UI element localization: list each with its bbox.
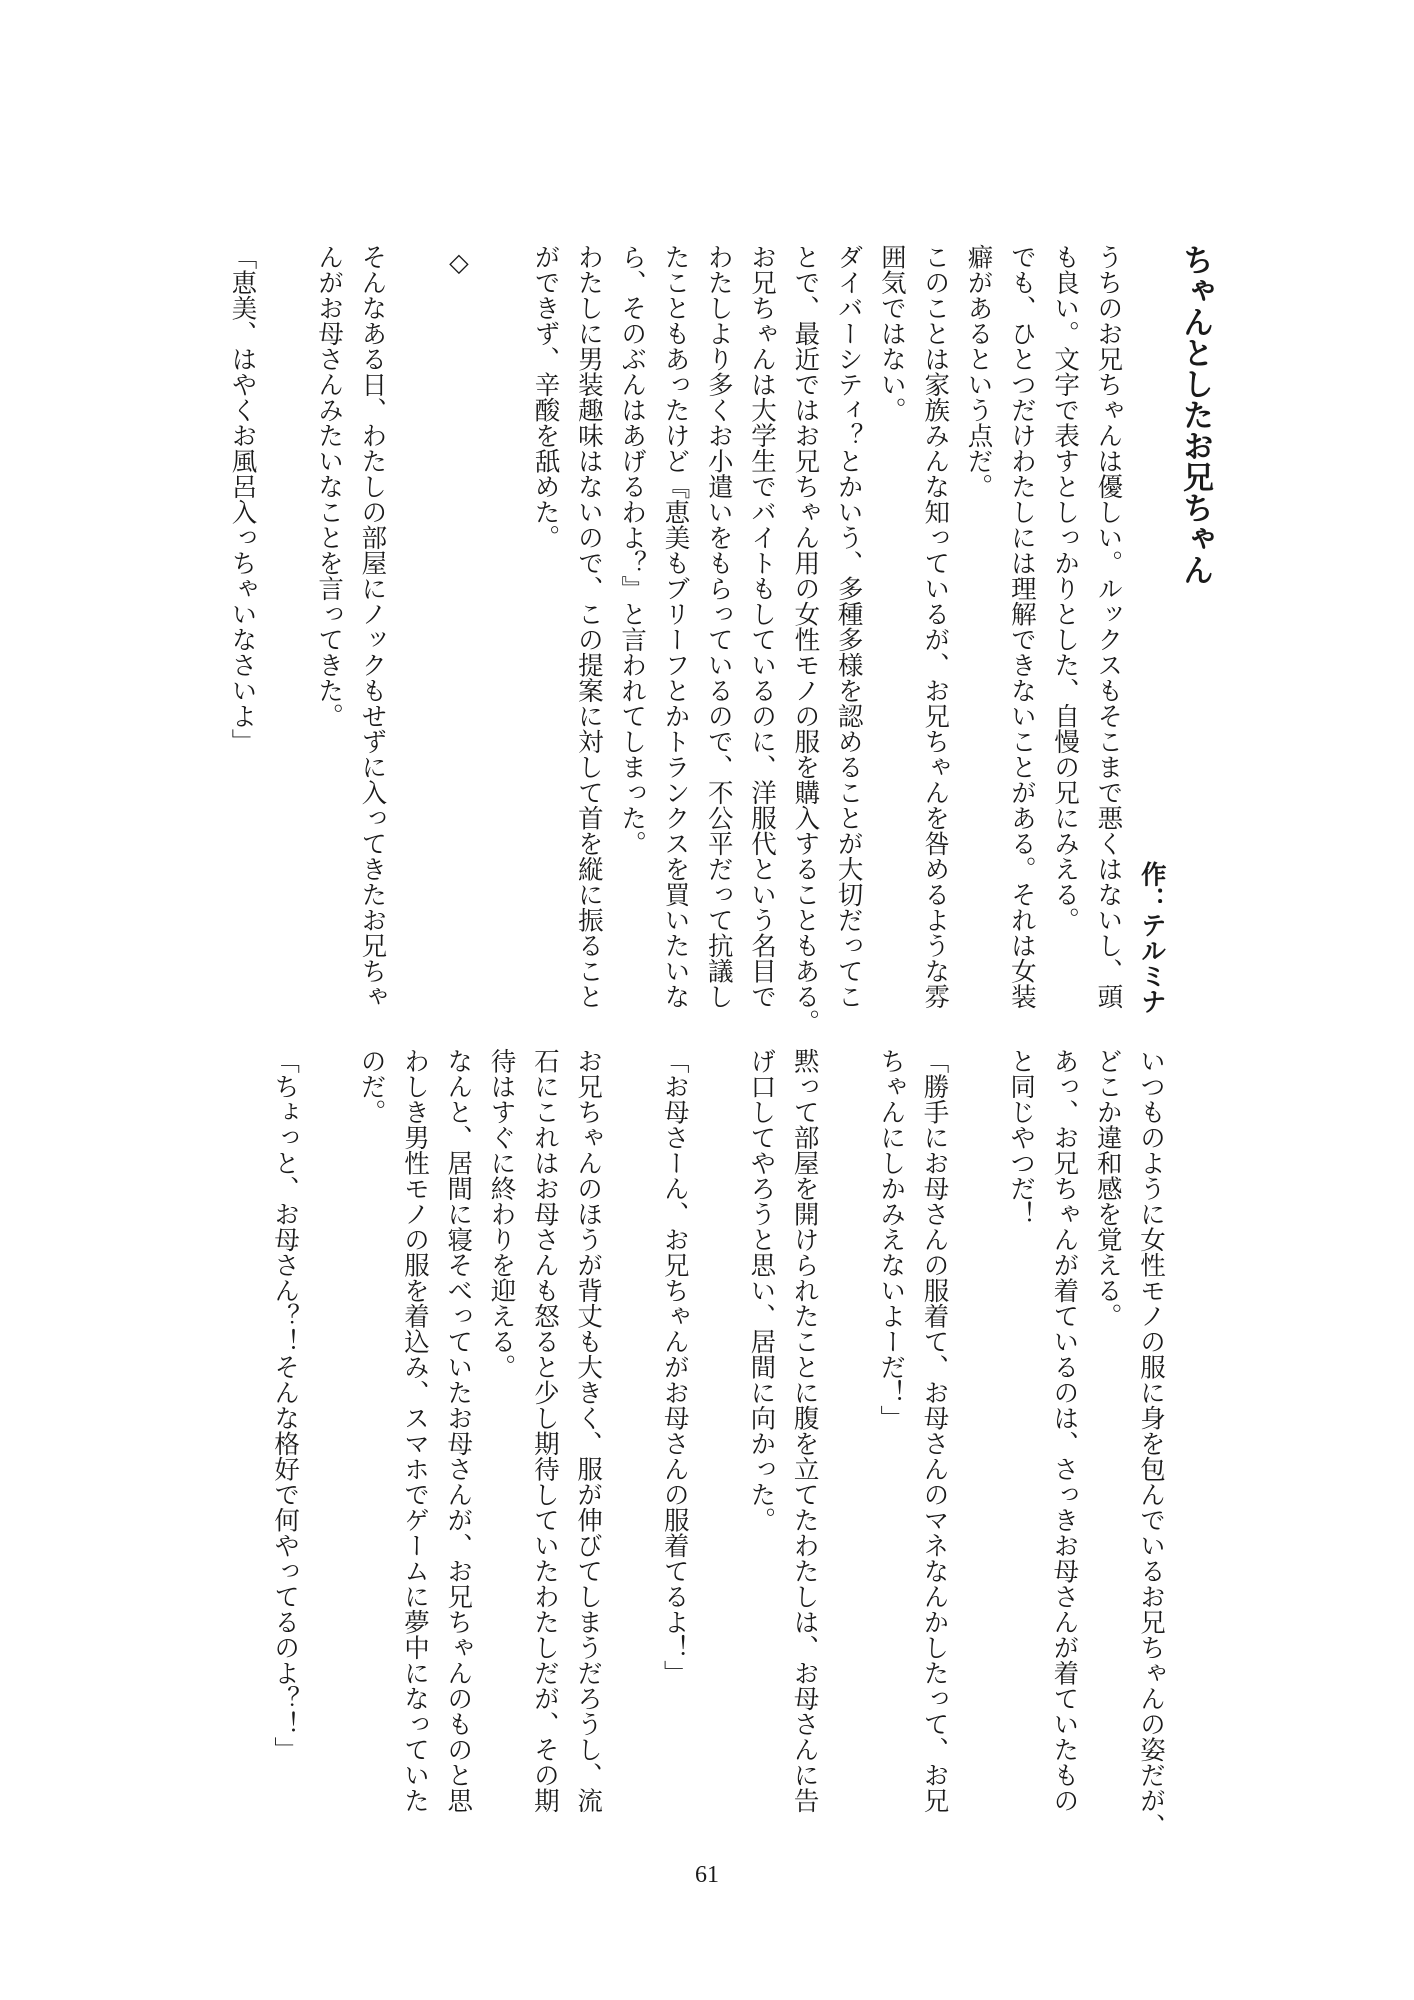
text-column: うちのお兄ちゃんは優しい。ルックスもそこまで悪くはないし、頭 xyxy=(1093,244,1124,1009)
text-column: とで、最近ではお兄ちゃん用の女性モノの服を購入することもある。 xyxy=(790,244,821,1035)
text-column: わしき男性モノの服を着込み、スマホでゲームに夢中になっていた xyxy=(399,1048,430,1813)
text-column: げ口してやろうと思い、居間に向かった。 xyxy=(746,1048,777,1533)
text-column: このことは家族みんな知っているが、お兄ちゃんを咎めるような雰 xyxy=(920,244,951,1009)
story-title: ちゃんとしたお兄ちゃん xyxy=(1177,244,1213,585)
upper-text-block xyxy=(220,244,1216,1035)
lower-text-block xyxy=(263,1048,1172,1839)
blank-line xyxy=(956,1048,999,1818)
text-column: 癖があるという点だ。 xyxy=(963,244,994,499)
text-column: お兄ちゃんのほうが背丈も大きく、服が伸びてしまうだろうし、流 xyxy=(573,1048,604,1813)
text-column: ができず、辛酸を舐めた。 xyxy=(530,244,561,550)
text-column: どこか違和感を覚える。 xyxy=(1092,1048,1123,1329)
blank-line xyxy=(480,244,523,1014)
text-column: あっ、お兄ちゃんが着ているのは、さっきお母さんが着ていたもの xyxy=(1049,1048,1080,1813)
text-column: わたしより多くお小遣いをもらっているので、不公平だって抗議し xyxy=(703,244,734,1009)
text-column: ダイバーシティ？とかいう、多種多様を認めることが大切だってこ xyxy=(833,244,864,1009)
text-column: 石にこれはお母さんも怒ると少し期待していたわたしだが、その期 xyxy=(529,1048,560,1813)
text-column: ちゃんにしかみえないよーだ！」 xyxy=(876,1048,907,1431)
text-column: 「勝手にお母さんの服着て、お母さんのマネなんかしたって、お兄 xyxy=(919,1048,950,1813)
text-column: お兄ちゃんは大学生でバイトもしているのに、洋服代という名目で xyxy=(747,244,778,1009)
blank-line xyxy=(696,1048,739,1818)
text-column: も良い。文字で表すとしっかりとした、自慢の兄にみえる。 xyxy=(1050,244,1081,933)
text-column: でも、ひとつだけわたしには理解できないことがある。それは女装 xyxy=(1006,244,1037,1009)
text-column: 「恵美、はやくお風呂入っちゃいなさいよ」 xyxy=(227,244,258,754)
text-column: いつものように女性モノの服に身を包んでいるお兄ちゃんの姿だが、 xyxy=(1136,1048,1166,1839)
text-column: のだ。 xyxy=(356,1048,387,1125)
text-column: 黙って部屋を開けられたことに腹を立てたわたしは、お母さんに告 xyxy=(789,1048,820,1813)
text-column: ら、そのぶんはあげるわよ？』と言われてしまった。 xyxy=(617,244,648,856)
text-column: 囲気ではない。 xyxy=(876,244,907,423)
author-credit: 作：テルミナ xyxy=(1136,861,1167,1014)
text-column: わたしに男装趣味はないので、この提案に対して首を縦に振ること xyxy=(573,244,604,1009)
text-column: たこともあったけど『恵美もブリーフとかトランクスを買いたいな xyxy=(660,244,691,1009)
text-column: と同じやつだ！ xyxy=(1006,1048,1037,1227)
section-separator: ◇ xyxy=(443,248,474,278)
text-column: 待はすぐに終わりを迎える。 xyxy=(486,1048,517,1380)
blank-line xyxy=(393,244,436,1014)
text-column: 「お母さーん、お兄ちゃんがお母さんの服着てるよ！」 xyxy=(659,1048,690,1686)
blank-line xyxy=(826,1048,869,1818)
text-column: そんなある日、わたしの部屋にノックもせずに入ってきたお兄ちゃ xyxy=(357,244,388,1009)
text-column: なんと、居間に寝そべっていたお母さんが、お兄ちゃんのものと思 xyxy=(443,1048,474,1813)
text-column: 「ちょっと、お母さん？！そんな格好で何やってるのよ？！」 xyxy=(270,1048,301,1762)
page-number: 61 xyxy=(695,1862,719,1888)
blank-line xyxy=(306,1048,349,1818)
blank-line xyxy=(263,244,306,1014)
text-column: んがお母さんみたいなことを言ってきた。 xyxy=(314,244,345,729)
blank-line xyxy=(609,1048,652,1818)
